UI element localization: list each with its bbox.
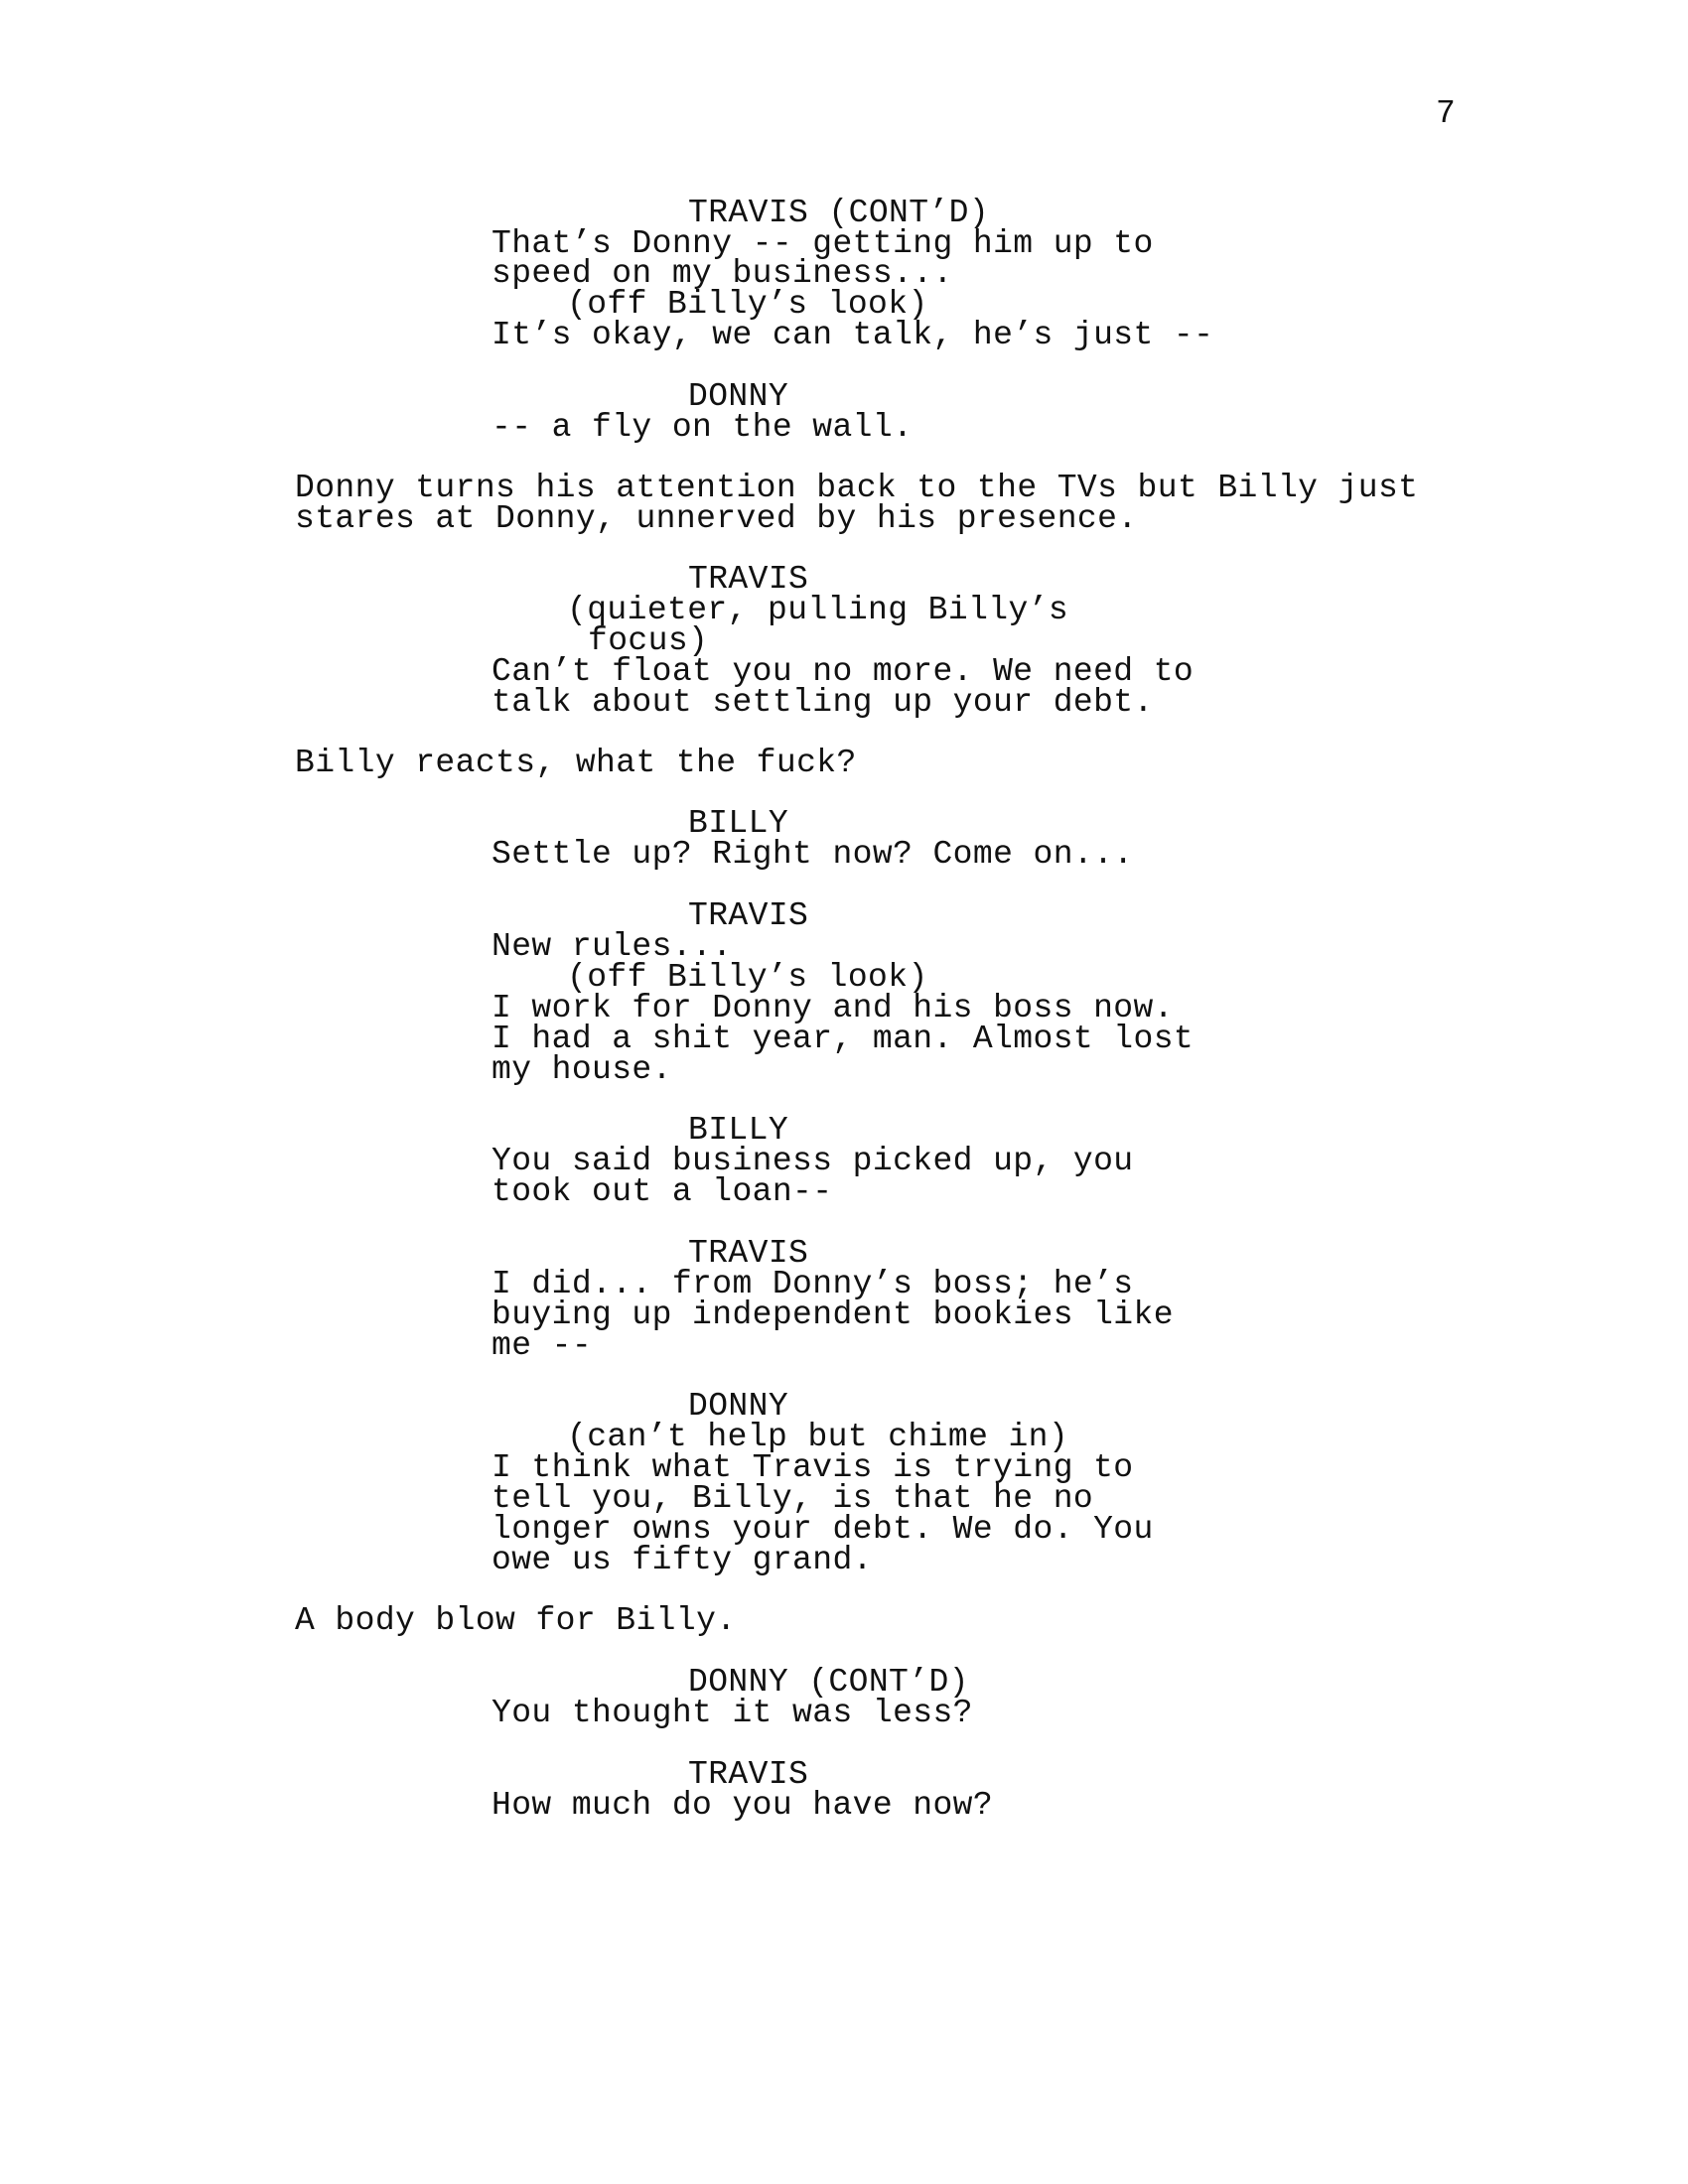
script-line-dialogue: me -- [492, 1327, 593, 1364]
script-line-dialogue: talk about settling up your debt. [492, 684, 1154, 721]
script-line-dialogue: took out a loan-- [492, 1173, 833, 1210]
script-line-dialogue: I did... from Donny’s boss; he’s [492, 1266, 1134, 1302]
script-line-action: Billy reacts, what the fuck? [295, 745, 857, 781]
script-line-dialogue: I think what Travis is trying to [492, 1449, 1134, 1486]
script-line-action: stares at Donny, unnerved by his presence. [295, 500, 1138, 537]
script-line-dialogue: longer owns your debt. We do. You [492, 1511, 1154, 1548]
script-line-dialogue: tell you, Billy, is that he no [492, 1480, 1094, 1517]
script-line-parenthetical: (off Billy’s look) [567, 286, 928, 323]
script-line-dialogue: owe us fifty grand. [492, 1542, 873, 1578]
script-line-dialogue: You thought it was less? [492, 1695, 973, 1731]
script-line-dialogue: my house. [492, 1051, 672, 1088]
page-number: 7 [1436, 95, 1457, 132]
script-line-character: TRAVIS (CONT’D) [688, 195, 990, 231]
script-line-character: DONNY (CONT’D) [688, 1664, 969, 1701]
script-line-parenthetical: (quieter, pulling Billy’s [567, 592, 1069, 628]
script-line-dialogue: New rules... [492, 928, 733, 965]
script-line-dialogue: I had a shit year, man. Almost lost [492, 1021, 1195, 1057]
script-line-character: BILLY [688, 805, 789, 842]
script-line-character: TRAVIS [688, 561, 809, 598]
script-line-dialogue: -- a fly on the wall. [492, 409, 914, 446]
script-line-character: DONNY [688, 378, 789, 415]
script-line-dialogue: speed on my business... [492, 255, 953, 292]
script-line-action: Donny turns his attention back to the TVs but Billy just [295, 470, 1419, 506]
script-line-character: DONNY [688, 1388, 789, 1425]
script-line-dialogue: I work for Donny and his boss now. [492, 990, 1174, 1026]
script-line-dialogue: Can’t float you no more. We need to [492, 653, 1195, 690]
script-line-dialogue: Settle up? Right now? Come on... [492, 836, 1134, 873]
script-line-character: TRAVIS [688, 1235, 809, 1272]
script-line-parenthetical: (can’t help but chime in) [567, 1419, 1069, 1455]
script-line-character: BILLY [688, 1112, 789, 1149]
script-line-dialogue: That’s Donny -- getting him up to [492, 225, 1154, 262]
script-line-parenthetical: (off Billy’s look) [567, 959, 928, 996]
script-line-character: TRAVIS [688, 897, 809, 934]
script-line-dialogue: You said business picked up, you [492, 1143, 1134, 1179]
script-line-dialogue: It’s okay, we can talk, he’s just -- [492, 317, 1214, 353]
script-line-character: TRAVIS [688, 1756, 809, 1793]
script-line-action: A body blow for Billy. [295, 1602, 737, 1639]
script-line-dialogue: buying up independent bookies like [492, 1297, 1174, 1333]
script-line-parenthetical-cont: focus) [588, 622, 709, 659]
script-line-dialogue: How much do you have now? [492, 1787, 994, 1824]
